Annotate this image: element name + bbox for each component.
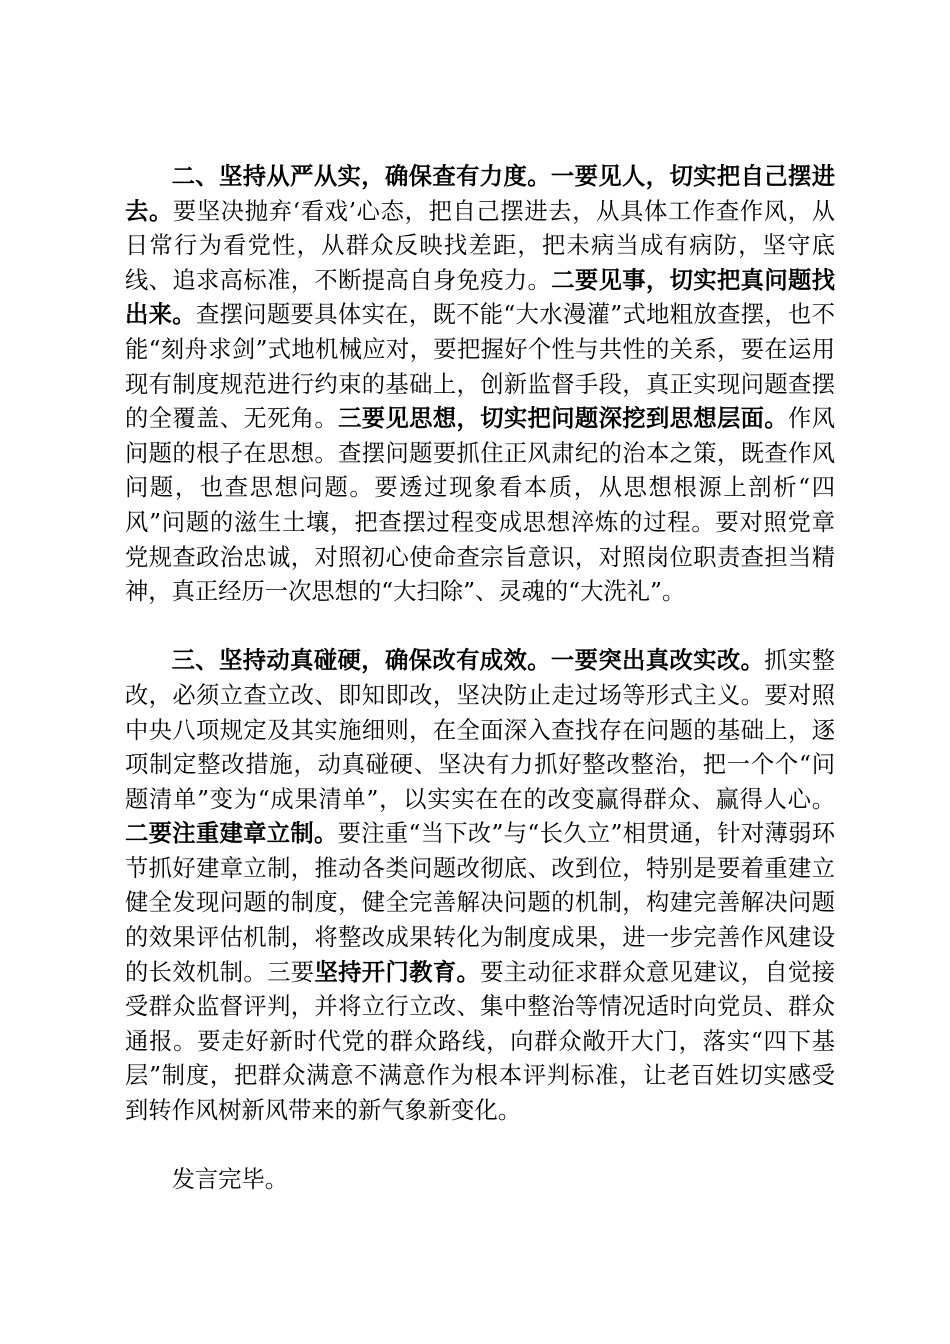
section-2-point-2-heading: 二要见事，切实把真问题找出来。	[125, 266, 836, 329]
section-2-point-3-heading: 三要见思想，切实把问题深挖到思想层面。	[338, 405, 789, 433]
section-2-body-run-1: 要坚决抛弃‘看戏’心态，把自己摆进去，从具体工作查作风，从日常行为看党性，从群众反映找差距，把未病当成有病防，坚守底线、追求高标准，不断提高自身免疫力。	[125, 197, 836, 294]
section-2-body-run-3: 作风问题的根子在思想。查摆问题要抓住正风肃纪的治本之策，既查作风问题，也查思想问题。要透过现象看本质，从思想根源上剖析“四风”问题的滋生土壤，把查摆过程变成思想淬炼的过程。要对照党章党规查政治忠诚，对照初心使命查宗旨意识，对照岗位职责查担当精神，真正经历一次思想的“大扫除”、灵魂的“大洗礼”。	[125, 405, 836, 606]
closing-text: 发言完毕。	[171, 1166, 289, 1194]
section-3-body-run-1: 抓实整改，必须立查立改、即知即改，坚决防止走过场等形式主义。要对照中央八项规定及其实施细则，在全面深入查找存在问题的基础上，逐项制定整改措施，动真碰硬、坚决有力抓好整改整治，把一个个“问题清单”变为“成果清单”，以实实在在的改变赢得群众、赢得人心。	[125, 647, 836, 813]
paragraph-section-3	[125, 644, 835, 1128]
section-3-body-run-3: 要主动征求群众意见建议，自觉接受群众监督评判，并将立行立改、集中整治等情况适时向党员、群众通报。要走好新时代党的群众路线，向群众敞开大门，落实“四下基层”制度，把群众满意不满意作为根本评判标准，让老百姓切实感受到转作风树新风带来的新气象新变化。	[125, 958, 836, 1125]
section-3-heading-run: 三、坚持动真碰硬，确保改有成效。一要突出真改实改。	[171, 647, 765, 675]
section-3-point-3-heading: 坚持开门教育。	[314, 958, 481, 986]
section-3-body-run-2: 要注重“当下改”与“长久立”相贯通，针对薄弱环节抓好建章立制，推动各类问题改彻底、改到位，特别是要着重建立健全发现问题的制度，健全完善解决问题的机制，构建完善解决问题的效果评估机制，将整改成果转化为制度成果，进一步完善作风建设的长效机制。三要	[125, 820, 836, 986]
paragraph-section-2	[125, 160, 835, 610]
paragraph-closing	[125, 1163, 835, 1198]
section-3-point-2-heading: 二要注重建章立制。	[125, 820, 338, 848]
document-page	[125, 160, 835, 1198]
section-2-body-run-2: 查摆问题要具体实在，既不能“大水漫灌”式地粗放查摆，也不能“刻舟求剑”式地机械应对，要把握好个性与共性的关系，要在运用现有制度规范进行约束的基础上，创新监督手段，真正实现问题查摆的全覆盖、无死角。	[125, 301, 835, 433]
section-2-heading-run: 二、坚持从严从实，确保查有力度。一要见人，切实把自己摆进去。	[125, 163, 835, 225]
